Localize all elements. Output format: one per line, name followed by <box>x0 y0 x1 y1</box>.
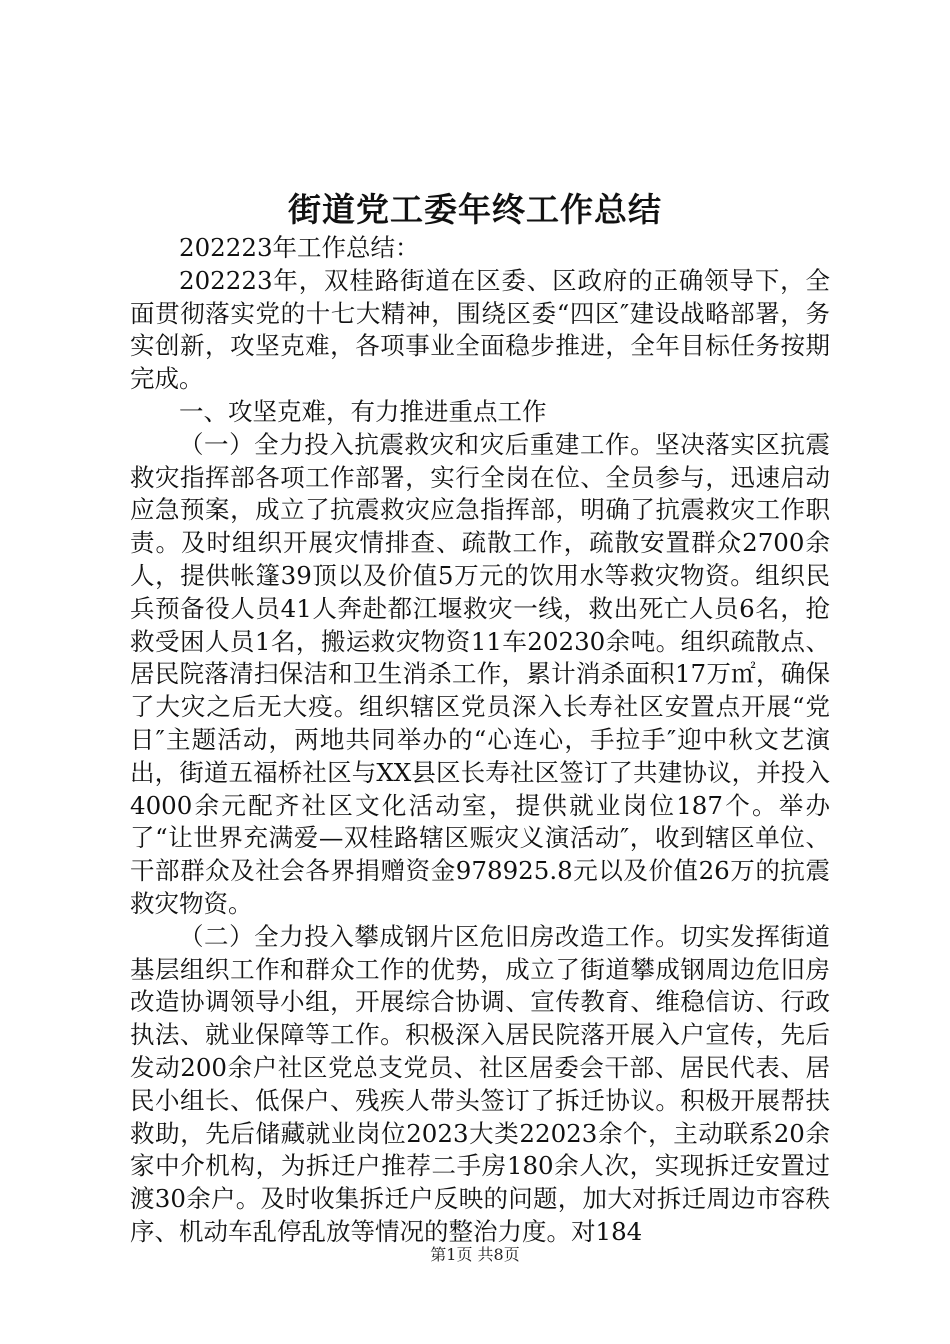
paragraph-summary: 202223年，双桂路街道在区委、区政府的正确领导下，全面贯彻落实党的十七大精神，围绕区委“四区″建设战略部署，务实创新，攻坚克难，各项事业全面稳步推进，全年目标任务按期完成。 <box>130 265 830 394</box>
section-heading-1: 一、攻坚克难，有力推进重点工作 <box>179 396 547 426</box>
paragraph-intro-heading: 202223年工作总结： <box>179 233 420 262</box>
paragraph-earthquake-relief: （一）全力投入抗震救灾和灾后重建工作。坚决落实区抗震救灾指挥部各项工作部署，实行全岗在位、全员参与，迅速启动应急预案，成立了抗震救灾应急指挥部，明确了抗震救灾工作职责。及时组织开展灾情排查、疏散工作，疏散安置群众2700余人，提供帐篷39顶以及价值5万元的饮用水等救灾物资。组织民兵预备役人员41人奔赴都江堰救灾一线，救出死亡人员6名，抢救受困人员1名，搬运救灾物资11车20230余吨。组织疏散点、居民院落清扫保洁和卫生消杀工作，累计消杀面积17万㎡，确保了大灾之后无大疫。组织辖区党员深入长寿社区安置点开展“党日″主题活动，两地共同举办的“心连心，手拉手″迎中秋文艺演出，街道五福桥社区与XX县区长寿社区签订了共建协议，并投入4000余元配齐社区文化活动室，提供就业岗位187个。举办了“让世界充满爱—双桂路辖区赈灾义演活动″，收到辖区单位、干部群众及社会各界捐赠资金978925.8元以及价值26万的抗震救灾物资。 <box>130 429 830 918</box>
paragraph-housing-renovation: （二）全力投入攀成钢片区危旧房改造工作。切实发挥街道基层组织工作和群众工作的优势，成立了街道攀成钢周边危旧房改造协调领导小组，开展综合协调、宣传教育、维稳信访、行政执法、就业保障等工作。积极深入居民院落开展入户宣传，先后发动200余户社区党总支党员、社区居委会干部、居民代表、居民小组长、低保户、残疾人带头签订了拆迁协议。积极开展帮扶救助，先后储藏就业岗位2023大类22023余个，主动联系20余家中介机构，为拆迁户推荐二手房180余人次，实现拆迁安置过渡30余户。及时收集拆迁户反映的问题，加大对拆迁周边市容秩序、机动车乱停乱放等情况的整治力度。对184 <box>130 921 830 1246</box>
document-body <box>130 232 830 1249</box>
document-title: 街道党工委年终工作总结 <box>288 190 662 229</box>
page-footer: 第1页 共8页 <box>430 1245 520 1264</box>
